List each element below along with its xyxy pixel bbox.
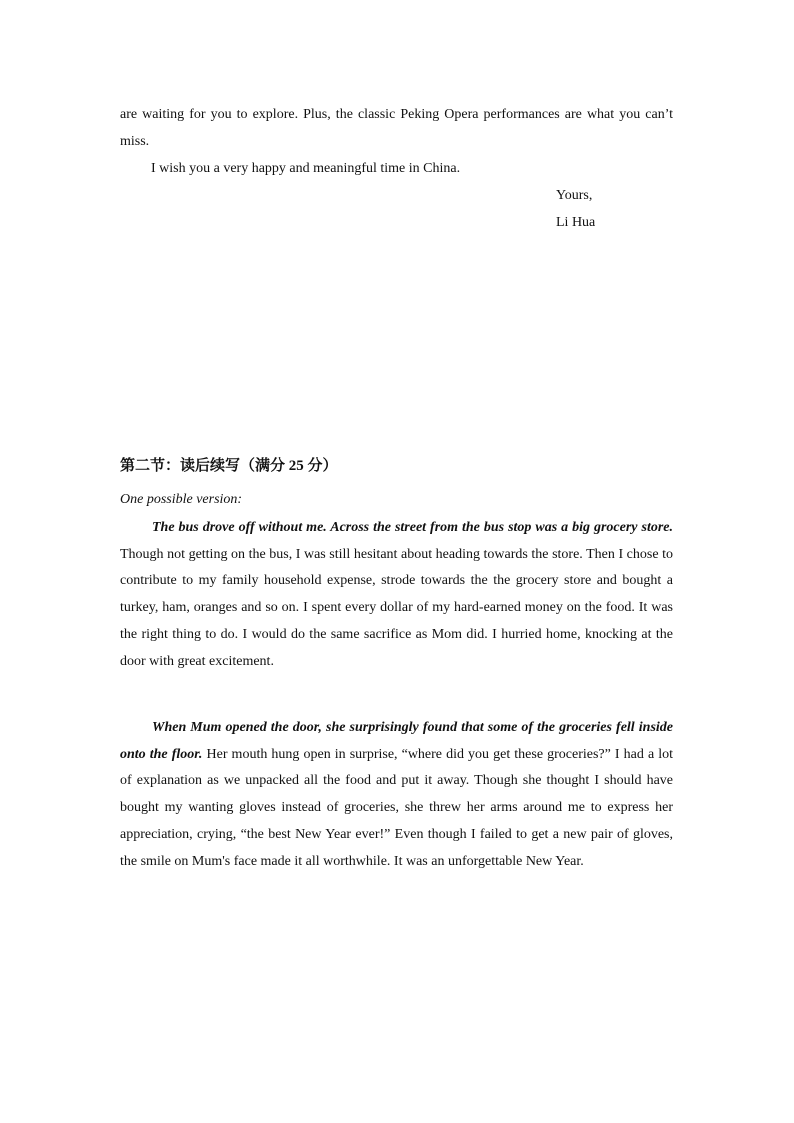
letter-signature: Li Hua [556,215,596,230]
letter-excerpt [120,101,673,236]
paragraph-2-body: Her mouth hung open in surprise, “where did you get these groceries?” I had a lot of explanation as we unpacked all the food and put it away. Though she thought I should have bought my wanting gloves instead of groceries, she threw her arms around me to express her appreciation, crying, “the best New Year ever!” Even though I failed to get a new pair of gloves, the smile on Mum's face made it all worthwhile. It was an unforgettable New Year. [120,746,674,869]
letter-wish: I wish you a very happy and meaningful time in China. [151,161,461,176]
paragraph-1-lead: The bus drove off without me. Across the street from the bus stop was a big grocery store. [152,520,673,535]
version-label: One possible version: [120,492,243,507]
section-heading: 第二节：读后续写（满分 25 分） [120,458,338,474]
continuation-paragraph-2 [120,715,673,875]
paragraph-2-lead: When Mum opened the door, she surprisingly found that some of the groceries fell inside onto the floor. [120,720,673,762]
continuation-paragraph-1 [120,515,673,675]
letter-closing: Yours, [556,188,593,203]
paragraph-1-body: Though not getting on the bus, I was still hesitant about heading towards the store. Then I chose to contribute to my family household expense, strode towards the the grocery store and bought a turkey, ham, oranges and so on. I spent every dollar of my hard-earned money on the food. It was the right thing to do. I would do the same sacrifice as Mom did. I hurried home, knocking at the door with great excitement. [120,546,673,669]
letter-paragraph-end: are waiting for you to explore. Plus, the classic Peking Opera performances are what you can’t miss. [120,107,673,149]
